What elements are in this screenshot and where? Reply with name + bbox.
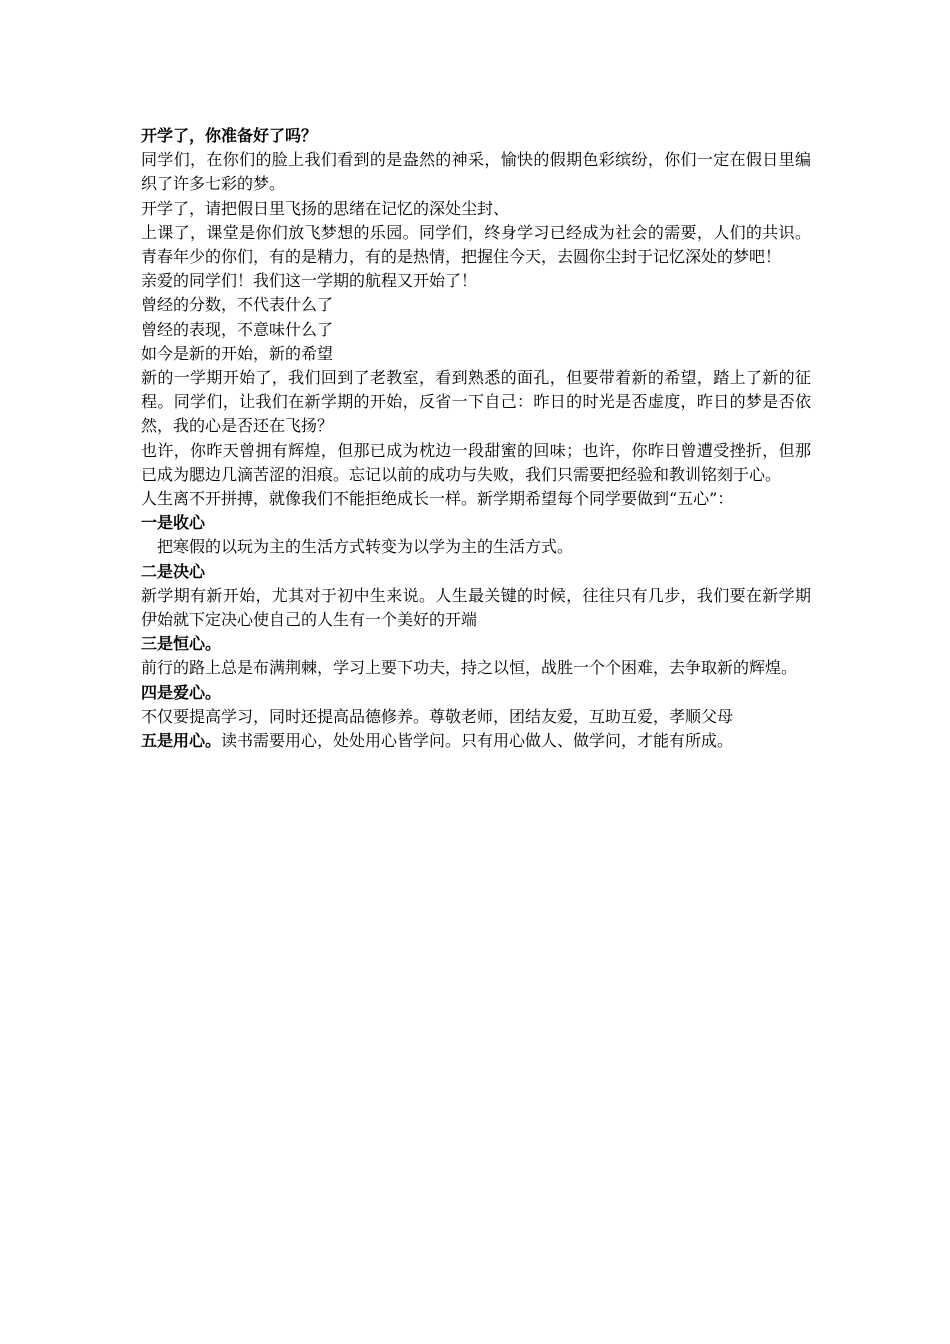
section-body: 新学期有新开始，尤其对于初中生来说。人生最关键的时候，往往只有几步，我们要在新学期伊始就下定决心使自己的人生有一个美好的开端	[141, 585, 811, 630]
paragraph: 上课了，课堂是你们放飞梦想的乐园。同学们，终身学习已经成为社会的需要，人们的共识。青春年少的你们，有的是精力，有的是热情，把握住今天，去圆你尘封于记忆深处的梦吧！	[141, 222, 811, 267]
paragraph: 开学了，请把假日里飞扬的思绪在记忆的深处尘封、	[141, 198, 510, 218]
section-heading: 三是恒心。	[141, 634, 222, 654]
paragraph: 新的一学期开始了，我们回到了老教室，看到熟悉的面孔，但要带着新的希望，踏上了新的征程。同学们，让我们在新学期的开始，反省一下自己：昨日的时光是否虚度，昨日的梦是否依然，我的心是否还在飞扬？	[141, 368, 811, 436]
section-heading: 二是决心	[141, 561, 206, 581]
paragraph: 曾经的表现，不意味什么了	[141, 319, 334, 339]
section-body: 把寒假的以玩为主的生活方式转变为以学为主的生活方式。	[157, 537, 574, 557]
document-page	[141, 124, 811, 753]
paragraph: 也许，你昨天曾拥有辉煌，但那已成为枕边一段甜蜜的回味；也许，你昨日曾遭受挫折，但那已成为腮边几滴苦涩的泪痕。忘记以前的成功与失败，我们只需要把经验和教训铭刻于心。	[141, 440, 811, 484]
section-heading: 五是用心。	[141, 731, 222, 751]
paragraph: 人生离不开拼搏，就像我们不能拒绝成长一样。新学期希望每个同学要做到“五心”：	[141, 489, 734, 509]
paragraph: 同学们，在你们的脸上我们看到的是盎然的神采，愉快的假期色彩缤纷，你们一定在假日里编织了许多七彩的梦。	[141, 150, 811, 194]
section-heading: 四是爱心。	[141, 682, 222, 702]
paragraph: 曾经的分数，不代表什么了	[141, 295, 334, 315]
section-body: 读书需要用心，处处用心皆学问。只有用心做人、做学问，才能有所成。	[221, 731, 734, 751]
paragraph: 如今是新的开始，新的希望	[141, 343, 334, 363]
section-body: 不仅要提高学习，同时还提高品德修养。尊敬老师，团结友爱，互助互爱，孝顺父母	[141, 706, 734, 726]
document-title: 开学了，你准备好了吗？	[141, 126, 318, 145]
section-body: 前行的路上总是布满荆棘，学习上要下功夫，持之以恒，战胜一个个困难，去争取新的辉煌。	[141, 658, 798, 678]
paragraph: 亲爱的同学们！我们这一学期的航程又开始了！	[141, 271, 478, 291]
section-heading: 一是收心	[141, 513, 206, 533]
section-5	[141, 729, 811, 753]
